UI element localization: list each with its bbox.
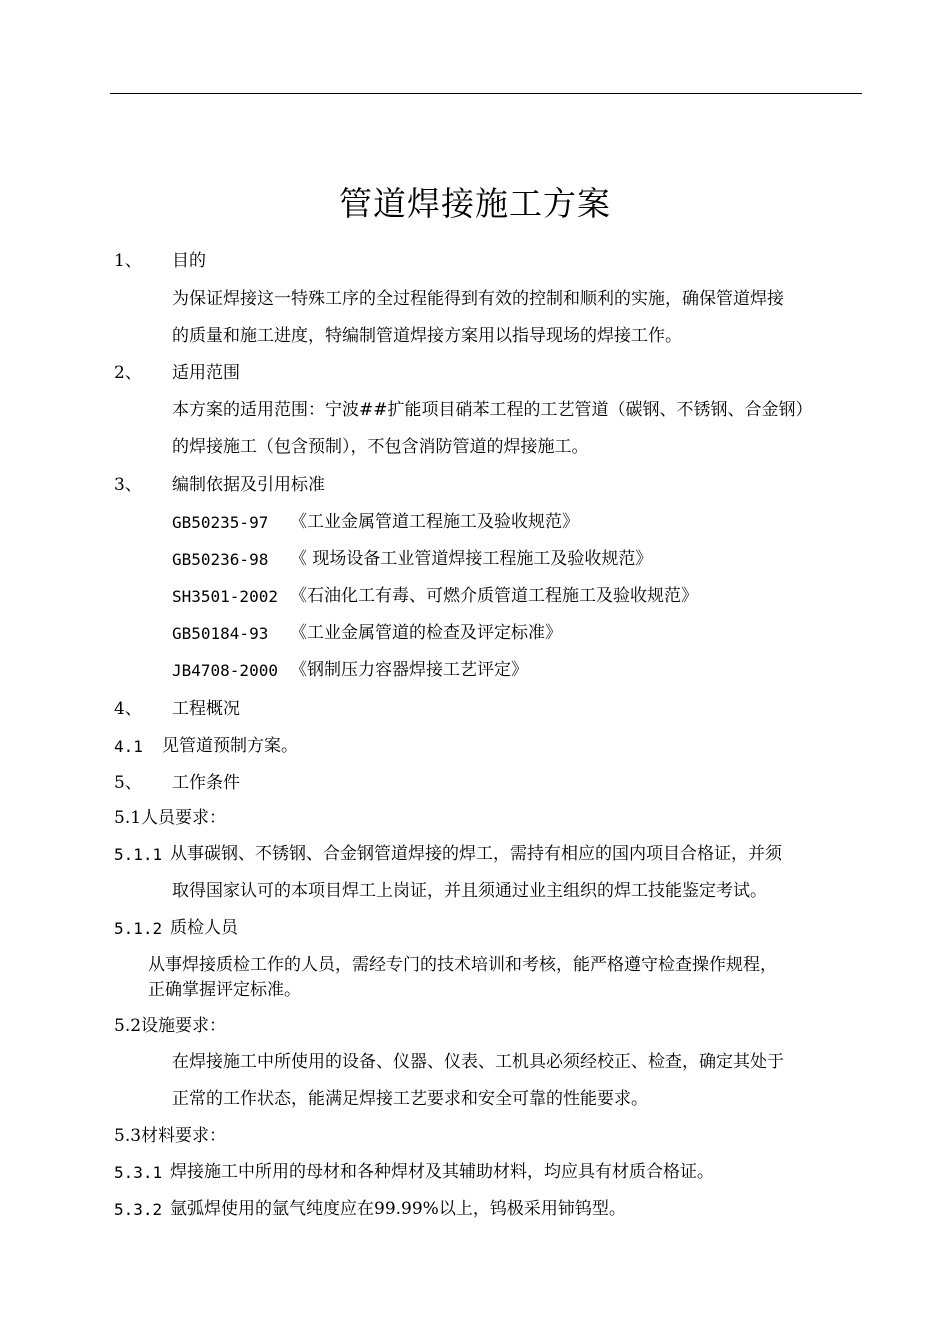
document-title: 管道焊接施工方案 (339, 184, 611, 223)
section-2-paragraph-line-2: 的焊接施工（包含预制），不包含消防管道的焊接施工。 (172, 437, 589, 457)
reference-code: GB50236-98 (172, 550, 269, 569)
item-4-1-text: 见管道预制方案。 (162, 736, 298, 756)
section-4-number: 4、 (114, 699, 142, 719)
section-2-paragraph-line-1: 本方案的适用范围：宁波##扩能项目硝苯工程的工艺管道（碳钢、不锈钢、合金钢） (172, 400, 813, 420)
section-2-number: 2、 (114, 363, 142, 383)
item-5-3-1-number: 5.3.1 (114, 1163, 163, 1182)
section-5-heading: 工作条件 (172, 773, 240, 793)
section-5-number: 5、 (114, 773, 142, 793)
reference-code: GB50235-97 (172, 513, 269, 532)
item-5-3-2-number: 5.3.2 (114, 1200, 163, 1219)
reference-title: 《 现场设备工业管道焊接工程施工及验收规范》 (290, 549, 653, 569)
item-4-1-number: 4.1 (114, 737, 143, 756)
section-3-number: 3、 (114, 475, 142, 495)
section-3-heading: 编制依据及引用标准 (172, 475, 325, 495)
item-5-1-1-line-1: 从事碳钢、不锈钢、合金钢管道焊接的焊工，需持有相应的国内项目合格证，并须 (170, 844, 782, 864)
section-4-heading: 工程概况 (172, 699, 240, 719)
reference-code: SH3501-2002 (172, 587, 278, 606)
item-5-3-1-text: 焊接施工中所用的母材和各种焊材及其辅助材料，均应具有材质合格证。 (170, 1162, 714, 1182)
section-2-heading: 适用范围 (172, 363, 240, 383)
reference-title: 《石油化工有毒、可燃介质管道工程施工及验收规范》 (290, 586, 698, 606)
reference-code: JB4708-2000 (172, 661, 278, 680)
subsection-5-3-heading: 5.3材料要求： (114, 1126, 227, 1146)
subsection-5-2-line-1: 在焊接施工中所使用的设备、仪器、仪表、工机具必须经校正、检查，确定其处于 (172, 1052, 784, 1072)
reference-title: 《工业金属管道的检查及评定标准》 (290, 623, 562, 643)
reference-title: 《钢制压力容器焊接工艺评定》 (290, 660, 528, 680)
item-5-1-2-heading: 质检人员 (170, 918, 238, 938)
item-5-1-2-line-1: 从事焊接质检工作的人员，需经专门的技术培训和考核，能严格遵守检查操作规程， (148, 955, 777, 975)
section-1-paragraph-line-1: 为保证焊接这一特殊工序的全过程能得到有效的控制和顺利的实施，确保管道焊接 (172, 289, 784, 309)
subsection-5-2-line-2: 正常的工作状态，能满足焊接工艺要求和安全可靠的性能要求。 (172, 1089, 648, 1109)
section-1-number: 1、 (114, 251, 142, 271)
header-rule (110, 93, 862, 94)
item-5-1-1-line-2: 取得国家认可的本项目焊工上岗证，并且须通过业主组织的焊工技能鉴定考试。 (172, 881, 767, 901)
reference-code: GB50184-93 (172, 624, 269, 643)
subsection-5-1-heading: 5.1人员要求： (114, 808, 227, 828)
section-1-paragraph-line-2: 的质量和施工进度，特编制管道焊接方案用以指导现场的焊接工作。 (172, 326, 682, 346)
subsection-5-2-heading: 5.2设施要求： (114, 1016, 227, 1036)
item-5-1-2-number: 5.1.2 (114, 919, 163, 938)
section-1-heading: 目的 (172, 251, 206, 271)
reference-title: 《工业金属管道工程施工及验收规范》 (290, 512, 579, 532)
item-5-1-1-number: 5.1.1 (114, 845, 163, 864)
item-5-1-2-line-2: 正确掌握评定标准。 (148, 980, 301, 1000)
item-5-3-2-text: 氩弧焊使用的氩气纯度应在99.99%以上，钨极采用铈钨型。 (170, 1199, 626, 1219)
